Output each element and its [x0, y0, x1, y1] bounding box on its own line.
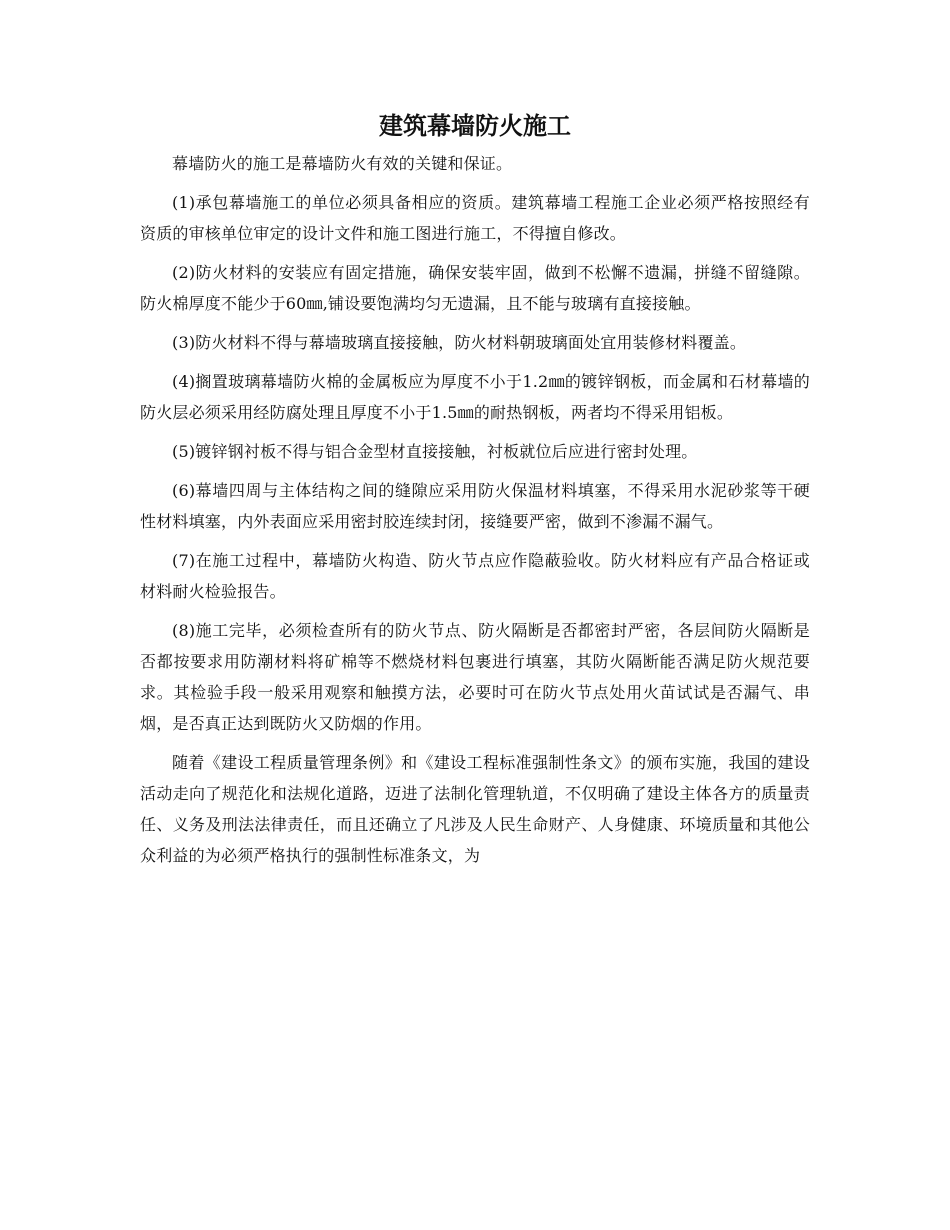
paragraph-item-4: (4)搁置玻璃幕墙防火棉的金属板应为厚度不小于1.2㎜的镀锌钢板，而金属和石材幕墙的防火层必须采用经防腐处理且厚度不小于1.5㎜的耐热钢板，两者均不得采用铝板。 [140, 372, 810, 422]
paragraph-item-7: (7)在施工过程中，幕墙防火构造、防火节点应作隐蔽验收。防火材料应有产品合格证或材料耐火检验报告。 [140, 551, 810, 601]
paragraph-item-2: (2)防火材料的安装应有固定措施，确保安装牢固，做到不松懈不遗漏，拼缝不留缝隙。防火棉厚度不能少于60㎜,铺设要饱满均匀无遗漏，且不能与玻璃有直接接触。 [140, 263, 810, 313]
paragraph-item-1: (1)承包幕墙施工的单位必须具备相应的资质。建筑幕墙工程施工企业必须严格按照经有资质的审核单位审定的设计文件和施工图进行施工，不得擅自修改。 [140, 193, 810, 243]
paragraph-closing: 随着《建设工程质量管理条例》和《建设工程标准强制性条文》的颁布实施，我国的建设活动走向了规范化和法规化道路，迈进了法制化管理轨道，不仅明确了建设主体各方的质量责任、义务及刑法法律责任，而且还确立了凡涉及人民生命财产、人身健康、环境质量和其他公众利益的为必须严格执行的强制性标准条文，为 [140, 753, 810, 865]
paragraph-intro: 幕墙防火的施工是幕墙防火有效的关键和保证。 [172, 154, 513, 173]
document-page [140, 110, 810, 879]
paragraph-item-3: (3)防火材料不得与幕墙玻璃直接接触，防火材料朝玻璃面处宜用装修材料覆盖。 [172, 333, 747, 352]
paragraph-item-6: (6)幕墙四周与主体结构之间的缝隙应采用防火保温材料填塞，不得采用水泥砂浆等干硬性材料填塞，内外表面应采用密封胶连续封闭，接缝要严密，做到不渗漏不漏气。 [140, 481, 810, 531]
paragraph-item-5: (5)镀锌钢衬板不得与铝合金型材直接接触，衬板就位后应进行密封处理。 [172, 442, 698, 461]
paragraph-item-8: (8)施工完毕，必须检查所有的防火节点、防火隔断是否都密封严密，各层间防火隔断是否都按要求用防潮材料将矿棉等不燃烧材料包裹进行填塞，其防火隔断能否满足防火规范要求。其检验手段一般采用观察和触摸方法，必要时可在防火节点处用火苗试试是否漏气、串烟，是否真正达到既防火又防烟的作用。 [140, 621, 810, 733]
document-title: 建筑幕墙防火施工 [379, 112, 571, 140]
